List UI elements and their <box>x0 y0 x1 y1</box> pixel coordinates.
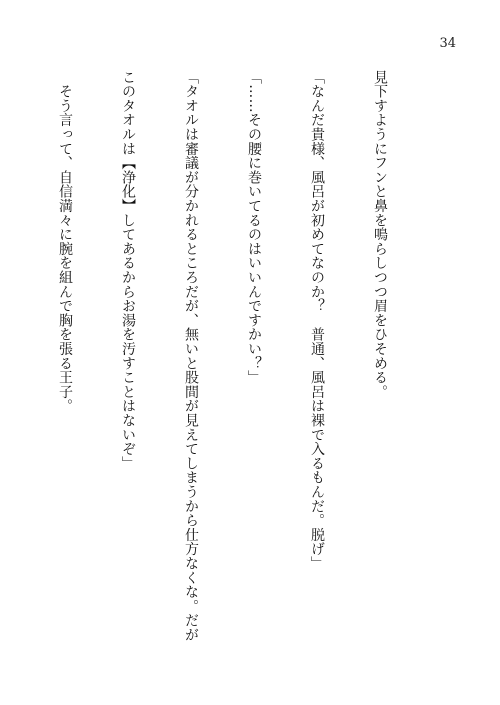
page-number: 34 <box>439 36 456 51</box>
text-line: 「タオルは審議が分かれるところだが、無いと股間が見えてしまうから仕方なくな。だが <box>183 70 199 642</box>
text-line: 「なんだ貴様、風呂が初めてなのか？ 普通、風呂は裸で入るもんだ。脱げ」 <box>309 70 325 571</box>
text-line: このタオルは【浄化】してあるからお湯を汚すことはないぞ」 <box>120 70 136 471</box>
text-line: 見下すようにフンと鼻を鳴らしつつ眉をひそめる。 <box>372 70 388 399</box>
text-line: 「……その腰に巻いてるのはいいんですかい？」 <box>246 70 262 385</box>
paragraph-gap <box>6 70 12 670</box>
text-line: そう言って、自信満々に腕を組んで胸を張る王子。 <box>57 70 73 414</box>
body-text <box>0 70 432 670</box>
